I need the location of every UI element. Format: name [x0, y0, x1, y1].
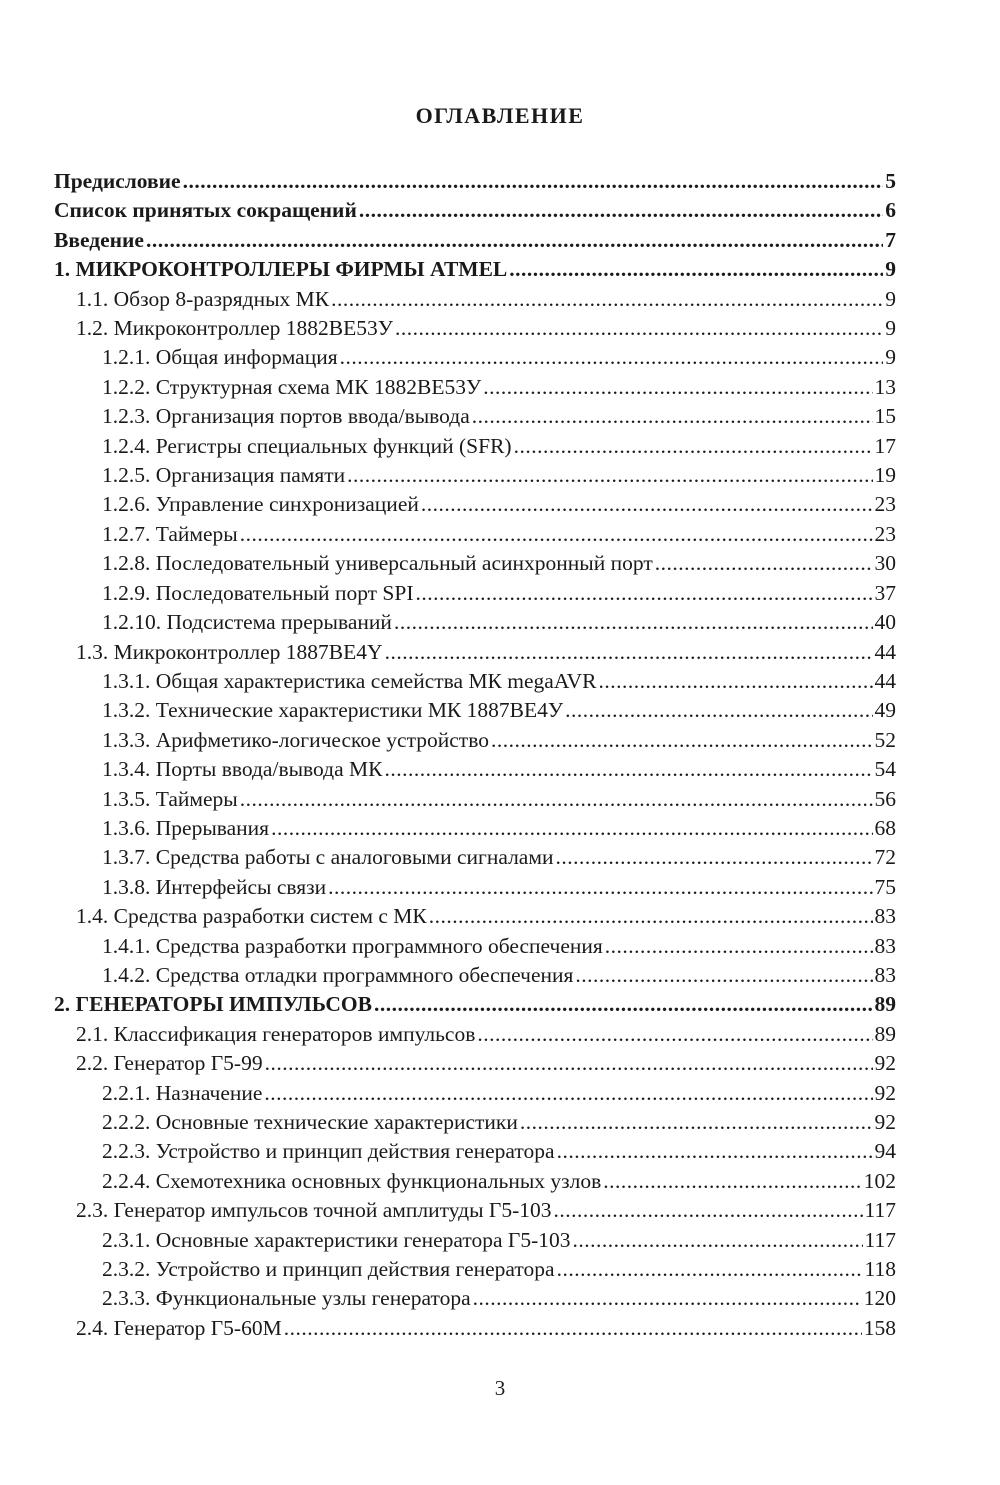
- toc-entry-title: 1.2.8. Последовательный универсальный асинхронный порт: [102, 551, 653, 576]
- toc-entry: [54, 492, 896, 521]
- toc-entry: [54, 1110, 896, 1139]
- toc-entry: [54, 228, 896, 257]
- toc-entry: [54, 375, 896, 404]
- toc-entry-title: 2.3.3. Функциональные узлы генератора: [102, 1286, 471, 1311]
- toc-entry: [54, 787, 896, 816]
- toc-entry-title: Введение: [54, 227, 144, 252]
- toc-dot-leader: [359, 198, 883, 223]
- toc-entry: [54, 610, 896, 639]
- toc-entry-title: 1.3.6. Прерывания: [102, 815, 270, 840]
- toc-title: ОГЛАВЛЕНИЕ: [415, 103, 585, 128]
- toc-dot-leader: [385, 640, 873, 665]
- toc-entry-page: 40: [874, 610, 896, 635]
- toc-entry-title: 1. МИКРОКОНТРОЛЛЕРЫ ФИРМЫ ATMEL: [54, 257, 508, 282]
- toc-entry: [54, 875, 896, 904]
- toc-dot-leader: [421, 492, 873, 517]
- toc-entry-page: 9: [885, 286, 896, 311]
- toc-entry: [54, 845, 896, 874]
- toc-entry-page: 17: [874, 433, 896, 458]
- toc-entry-page: 83: [874, 933, 896, 958]
- toc-entry-title: 1.2. Микроконтроллер 1882ВЕ53У: [76, 316, 393, 341]
- toc-entry-page: 83: [874, 962, 896, 987]
- toc-entry: [54, 669, 896, 698]
- toc-entry: [54, 581, 896, 610]
- toc-entry: [54, 1139, 896, 1168]
- toc-entry-page: 56: [874, 786, 896, 811]
- toc-dot-leader: [520, 1110, 873, 1135]
- toc-dot-leader: [557, 1139, 873, 1164]
- toc-dot-leader: [605, 934, 873, 959]
- toc-dot-leader: [271, 816, 872, 841]
- toc-entry-title: 2.2.3. Устройство и принцип действия генератора: [102, 1139, 555, 1164]
- toc-entry: [54, 257, 896, 286]
- toc-entry: [54, 728, 896, 757]
- toc-entry: [54, 1022, 896, 1051]
- toc-entry: [54, 992, 896, 1021]
- toc-dot-leader: [395, 316, 883, 341]
- toc-entry-page: 72: [874, 845, 896, 870]
- toc-entry-title: 1.2.9. Последовательный порт SPI: [102, 580, 414, 605]
- toc-entry: [54, 551, 896, 580]
- toc-entry-title: 2.3. Генератор импульсов точной амплитуды Г5-103: [76, 1198, 552, 1223]
- toc-entry-page: 92: [874, 1110, 896, 1134]
- toc-entry-page: 19: [874, 463, 896, 488]
- toc-entry: [54, 345, 896, 374]
- toc-entry-title: 2.4. Генератор Г5-60М: [76, 1315, 282, 1340]
- toc-entry-title: 1.3.7. Средства работы с аналоговыми сигналами: [102, 845, 554, 870]
- toc-entry: [54, 169, 896, 198]
- toc-entry-page: 9: [885, 257, 896, 282]
- toc-entry: [54, 1286, 896, 1315]
- toc-dot-leader: [555, 845, 872, 870]
- toc-entry-page: 44: [874, 668, 896, 693]
- toc-entry-page: 120: [863, 1286, 896, 1311]
- toc-dot-leader: [477, 1022, 872, 1047]
- toc-entry-title: 1.2.2. Структурная схема МК 1882ВЕ53У: [102, 374, 482, 399]
- toc-entry-page: 9: [885, 316, 896, 341]
- toc-entry: [54, 934, 896, 963]
- table-of-contents: [54, 169, 896, 1345]
- toc-dot-leader: [514, 434, 873, 459]
- toc-entry-page: 30: [874, 551, 896, 576]
- toc-entry-page: 5: [885, 169, 896, 193]
- toc-entry-page: 44: [874, 639, 896, 664]
- toc-entry-page: 92: [874, 1080, 896, 1105]
- toc-entry: [54, 1169, 896, 1198]
- toc-entry-title: 1.2.7. Таймеры: [102, 521, 238, 546]
- toc-entry-title: 2. ГЕНЕРАТОРЫ ИМПУЛЬСОВ: [54, 992, 372, 1017]
- toc-entry-title: 1.4.1. Средства разработки программного обеспечения: [102, 933, 603, 958]
- toc-entry: [54, 757, 896, 786]
- toc-dot-leader: [374, 992, 873, 1017]
- toc-entry-page: 117: [864, 1227, 896, 1252]
- toc-entry: [54, 434, 896, 463]
- toc-dot-leader: [328, 875, 872, 900]
- toc-entry-page: 49: [874, 698, 896, 723]
- toc-entry: [54, 463, 896, 492]
- toc-entry: [54, 198, 896, 227]
- toc-entry-page: 75: [874, 874, 896, 899]
- toc-entry: [54, 1316, 896, 1345]
- toc-entry-page: 68: [874, 815, 896, 840]
- toc-dot-leader: [483, 375, 872, 400]
- toc-entry-page: 102: [863, 1168, 896, 1193]
- toc-entry-title: 1.2.5. Организация памяти: [102, 463, 346, 488]
- toc-entry-title: 2.2.2. Основные технические характеристики: [102, 1110, 518, 1134]
- toc-dot-leader: [598, 669, 872, 694]
- toc-dot-leader: [575, 963, 872, 988]
- toc-dot-leader: [331, 287, 883, 312]
- toc-entry: [54, 522, 896, 551]
- toc-dot-leader: [573, 1228, 863, 1253]
- toc-dot-leader: [491, 728, 873, 753]
- toc-entry-title: 1.4. Средства разработки систем с МК: [76, 904, 427, 929]
- toc-entry-title: 1.2.1. Общая информация: [102, 345, 338, 370]
- toc-entry: [54, 904, 896, 933]
- toc-dot-leader: [240, 787, 873, 812]
- toc-entry: [54, 287, 896, 316]
- toc-dot-leader: [385, 757, 873, 782]
- toc-entry-page: 23: [874, 521, 896, 546]
- toc-entry-title: 2.2.4. Схемотехника основных функциональных узлов: [102, 1168, 602, 1193]
- toc-entry-title: Предисловие: [54, 169, 181, 193]
- toc-entry-title: 2.3.2. Устройство и принцип действия генератора: [102, 1257, 555, 1282]
- toc-entry-page: 92: [874, 1051, 896, 1076]
- toc-dot-leader: [265, 1051, 873, 1076]
- toc-entry-title: 2.2. Генератор Г5-99: [76, 1051, 263, 1076]
- toc-dot-leader: [655, 551, 873, 576]
- toc-entry-page: 15: [874, 404, 896, 429]
- toc-entry-title: 1.3.4. Порты ввода/вывода МК: [102, 757, 383, 782]
- toc-entry-title: 1.3.8. Интерфейсы связи: [102, 874, 327, 899]
- toc-entry-title: 2.3.1. Основные характеристики генератора Г5-103: [102, 1227, 571, 1252]
- toc-dot-leader: [473, 1286, 862, 1311]
- toc-entry-title: 1.1. Обзор 8-разрядных МК: [76, 286, 330, 311]
- toc-dot-leader: [340, 345, 884, 370]
- toc-entry-page: 118: [864, 1257, 896, 1282]
- toc-dot-leader: [554, 1198, 863, 1223]
- toc-entry-page: 13: [874, 374, 896, 399]
- toc-dot-leader: [347, 463, 872, 488]
- toc-dot-leader: [240, 522, 873, 547]
- toc-entry-title: 1.4.2. Средства отладки программного обеспечения: [102, 962, 574, 987]
- toc-entry-title: 2.2.1. Назначение: [102, 1080, 263, 1105]
- toc-entry-page: 158: [863, 1315, 896, 1340]
- toc-entry-title: 1.3.3. Арифметико-логическое устройство: [102, 727, 489, 752]
- toc-entry-page: 9: [885, 345, 896, 370]
- toc-entry: [54, 698, 896, 727]
- toc-entry-title: 1.2.6. Управление синхронизацией: [102, 492, 419, 517]
- toc-entry-page: 23: [874, 492, 896, 517]
- toc-dot-leader: [603, 1169, 861, 1194]
- toc-entry-title: Список принятых сокращений: [54, 198, 357, 223]
- toc-dot-leader: [416, 581, 873, 606]
- toc-entry: [54, 1228, 896, 1257]
- toc-entry-page: 83: [874, 904, 896, 929]
- toc-entry: [54, 1198, 896, 1227]
- toc-entry-page: 94: [874, 1139, 896, 1164]
- page-number: 3: [494, 1376, 506, 1400]
- toc-entry-page: 117: [864, 1198, 896, 1223]
- toc-entry-title: 1.3.2. Технические характеристики МК 1887ВЕ4У: [102, 698, 564, 723]
- toc-entry-title: 1.3.5. Таймеры: [102, 786, 238, 811]
- toc-entry-page: 7: [885, 227, 896, 252]
- toc-entry: [54, 316, 896, 345]
- toc-dot-leader: [284, 1316, 862, 1341]
- toc-dot-leader: [429, 904, 873, 929]
- toc-dot-leader: [557, 1257, 863, 1282]
- toc-dot-leader: [565, 698, 872, 723]
- toc-dot-leader: [183, 169, 884, 194]
- toc-entry-title: 2.1. Классификация генераторов импульсов: [76, 1021, 476, 1046]
- toc-entry: [54, 963, 896, 992]
- toc-dot-leader: [146, 228, 883, 253]
- toc-entry: [54, 640, 896, 669]
- toc-entry-page: 89: [874, 992, 896, 1017]
- toc-entry: [54, 816, 896, 845]
- toc-entry-title: 1.2.3. Организация портов ввода/вывода: [102, 404, 470, 429]
- toc-entry: [54, 1257, 896, 1286]
- toc-entry-page: 89: [874, 1021, 896, 1046]
- toc-dot-leader: [264, 1081, 872, 1106]
- toc-entry-title: 1.2.4. Регистры специальных функций (SFR): [102, 433, 512, 458]
- toc-entry: [54, 404, 896, 433]
- toc-dot-leader: [509, 257, 883, 282]
- toc-entry-page: 6: [885, 198, 896, 223]
- toc-entry-page: 54: [874, 757, 896, 782]
- toc-entry-title: 1.3. Микроконтроллер 1887ВЕ4Y: [76, 639, 383, 664]
- toc-entry-title: 1.2.10. Подсистема прерываний: [102, 610, 392, 635]
- toc-dot-leader: [472, 404, 873, 429]
- toc-entry: [54, 1051, 896, 1080]
- toc-entry: [54, 1081, 896, 1110]
- toc-entry-page: 37: [874, 580, 896, 605]
- toc-dot-leader: [394, 610, 873, 635]
- toc-entry-page: 52: [874, 727, 896, 752]
- toc-entry-title: 1.3.1. Общая характеристика семейства МК megaAVR: [102, 668, 597, 693]
